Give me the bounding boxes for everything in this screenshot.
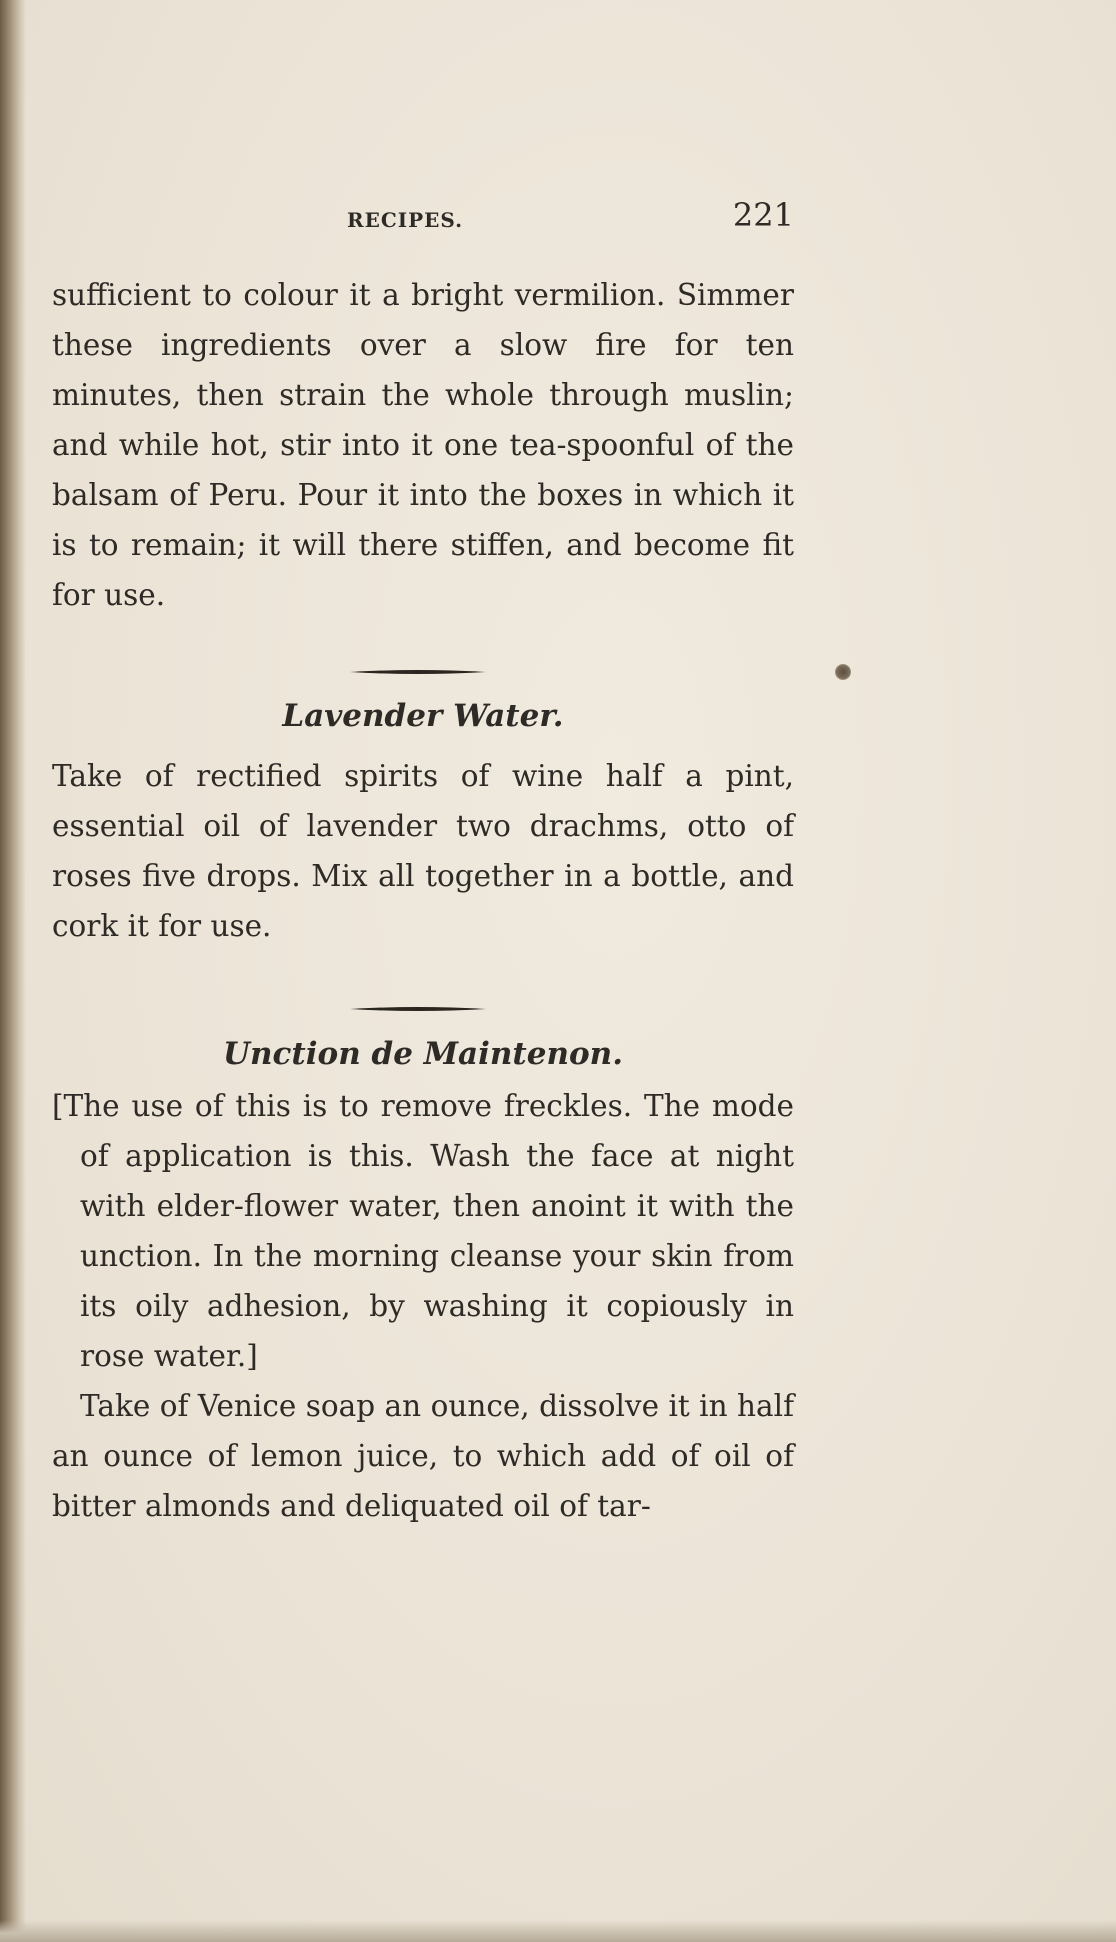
running-head — [52, 196, 794, 236]
book-spine-shadow — [0, 0, 26, 1942]
page-bottom-edge — [0, 1920, 1116, 1942]
running-head-title: RECIPES. — [347, 208, 464, 232]
paragraph-unction-recipe: Take of Venice soap an ounce, dissolve it in half an ounce of lemon juice, to which add of oil of bitter almonds and deliquated oil of tar- — [52, 1389, 794, 1523]
heading-lavender-water: Lavender Water. — [282, 698, 564, 734]
section-divider-rule — [350, 667, 486, 677]
page-number: 221 — [732, 196, 794, 234]
section-divider-rule — [350, 1004, 486, 1014]
paragraph-lavender-recipe: Take of rectified spirits of wine half a pint, essential oil of lavender two drachms, otto of roses five drops. Mix all together in a bottle, and cork it for use. — [52, 759, 794, 943]
unction-section-body — [52, 1081, 794, 1531]
paragraph-continued: sufficient to colour it a bright vermilion. Simmer these ingredients over a slow fire for ten minutes, then strain the whole through muslin; and while hot, stir into it one tea-spoonful of the balsam of Peru. Pour it into the boxes in which it is to remain; it will there stiffen, and become fit for use. — [52, 278, 794, 612]
heading-unction-de-maintenon: Unction de Maintenon. — [222, 1036, 624, 1072]
ink-spot — [835, 664, 851, 680]
paragraph-unction-note: [The use of this is to remove freckles. The mode of application is this. Wash the face at night with elder-flower water, then anoint it with the unction. In the morning cleanse your skin from its oily adhesion, by washing it copiously in rose water.] — [52, 1089, 794, 1373]
